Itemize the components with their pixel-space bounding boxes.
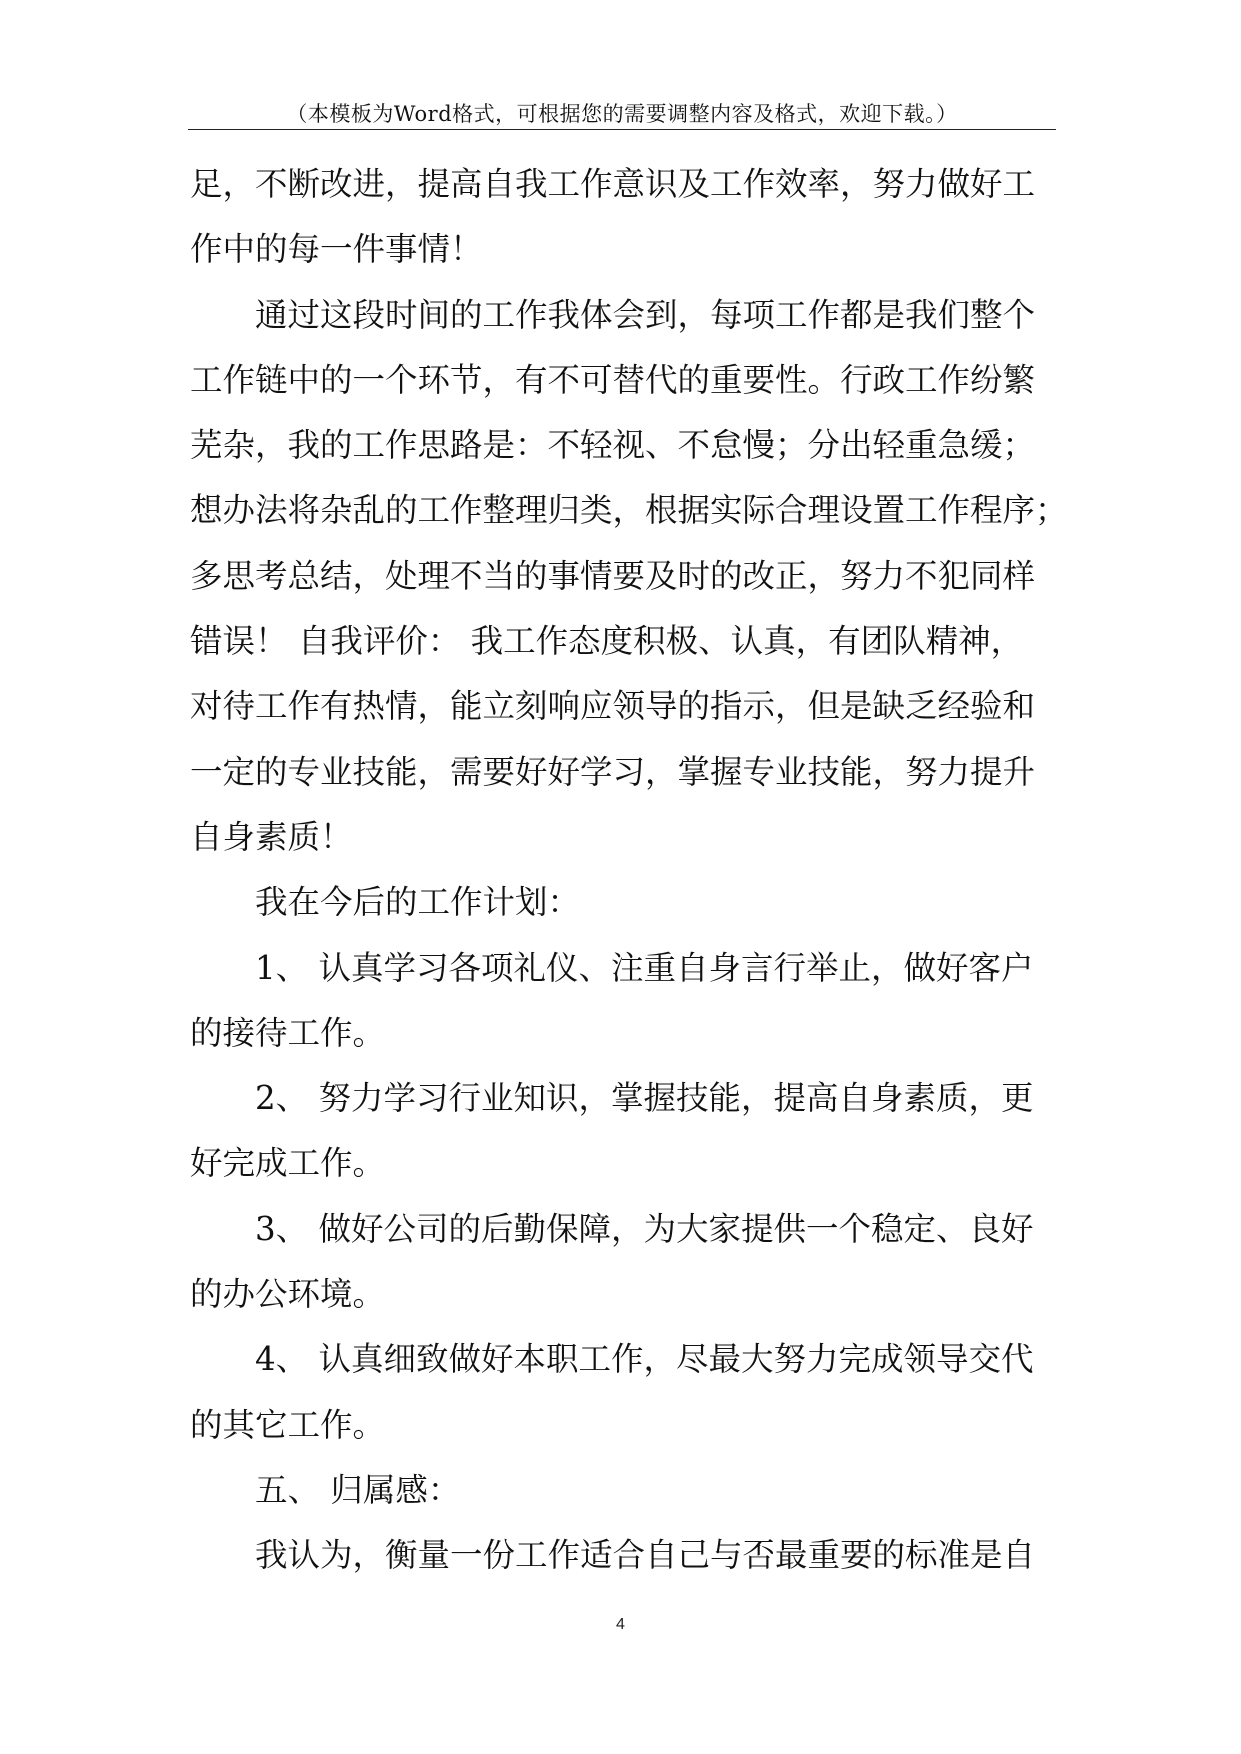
body-line: 足，不断改进，提高自我工作意识及工作效率，努力做好工 (190, 165, 1036, 203)
header-divider (188, 129, 1056, 130)
body-line: 一定的专业技能，需要好好学习，掌握专业技能，努力提升 (190, 752, 1036, 791)
paragraph-start-line: 我认为，衡量一份工作适合自己与否最重要的标准是自 (255, 1536, 1036, 1575)
document-header: （本模板为Word格式，可根据您的需要调整内容及格式，欢迎下载。） (286, 102, 958, 126)
body-line: 芜杂，我的工作思路是：不轻视、不怠慢；分出轻重急缓； (190, 426, 1036, 465)
plan-item-4: 4、 认真细致做好本职工作，尽最大努力完成领导交代 (255, 1340, 1034, 1379)
body-line: 的办公环境。 (190, 1275, 386, 1314)
plan-item-1: 1、 认真学习各项礼仪、注重自身言行举止，做好客户 (255, 948, 1034, 987)
section-heading-belonging: 五、 归属感： (255, 1470, 461, 1509)
plan-item-2: 2、 努力学习行业知识，掌握技能，提高自身素质，更 (255, 1079, 1034, 1118)
body-line: 工作链中的一个环节，有不可替代的重要性。行政工作纷繁 (190, 360, 1036, 399)
body-line: 多思考总结，处理不当的事情要及时的改正，努力不犯同样 (190, 556, 1036, 595)
body-line: 对待工作有热情，能立刻响应领导的指示，但是缺乏经验和 (190, 687, 1036, 726)
body-line: 好完成工作。 (190, 1144, 386, 1183)
body-line: 的接待工作。 (190, 1013, 386, 1052)
section-heading-plan: 我在今后的工作计划： (255, 883, 581, 922)
document-body (190, 152, 1068, 1589)
page-number: 4 (616, 1616, 625, 1633)
plan-item-3: 3、 做好公司的后勤保障，为大家提供一个稳定、良好 (255, 1209, 1034, 1248)
body-line: 作中的每一件事情！ (190, 230, 483, 269)
body-line: 的其它工作。 (190, 1405, 386, 1444)
body-line: 错误！ 自我评价： 我工作态度积极、认真，有团队精神， (190, 622, 1024, 661)
body-line: 想办法将杂乱的工作整理归类，根据实际合理设置工作程序； (190, 491, 1068, 530)
body-line: 自身素质！ (190, 817, 353, 856)
paragraph-start-line: 通过这段时间的工作我体会到，每项工作都是我们整个 (255, 295, 1036, 334)
